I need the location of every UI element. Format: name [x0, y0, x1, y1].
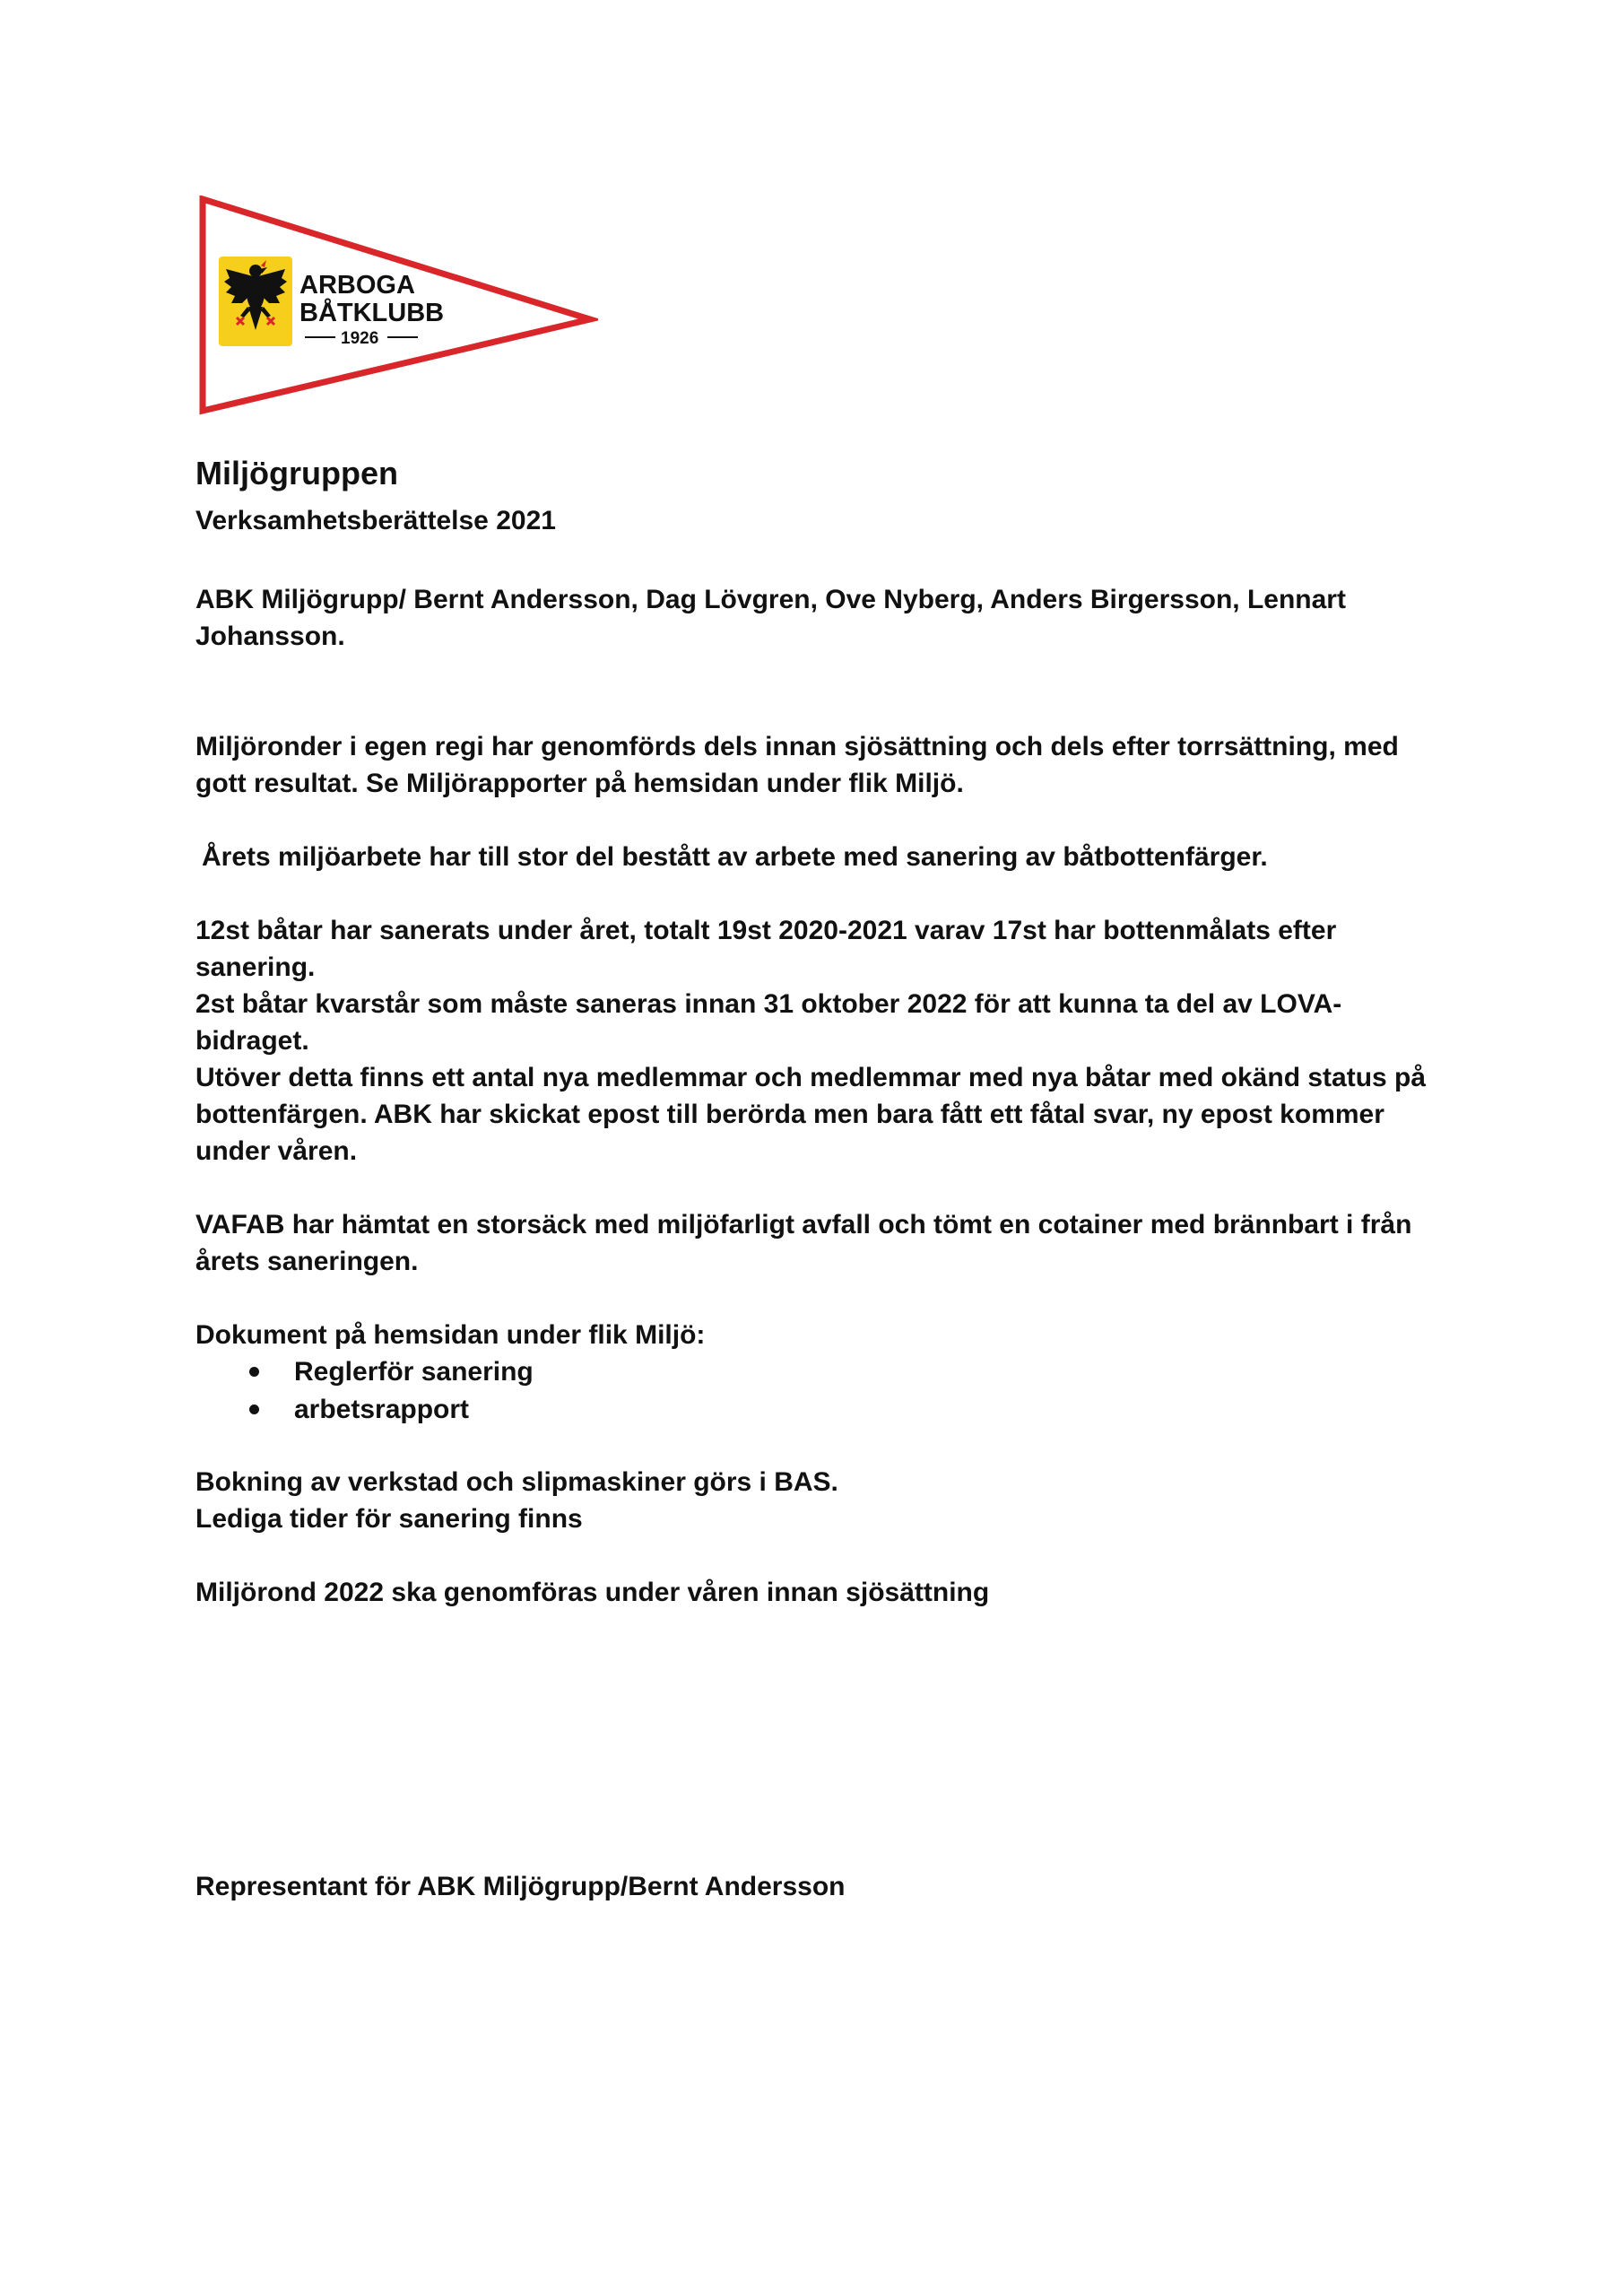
paragraph-bokning: Bokning av verkstad och slipmaskiner görs i BAS.	[195, 1467, 838, 1497]
paragraph-miljorond-2022: Miljörond 2022 ska genomföras under våren innan sjösättning	[195, 1578, 990, 1607]
eagle-shield-icon	[219, 257, 292, 346]
paragraph-miljoronder: Miljöronder i egen regi har genomförds dels innan sjösättning och dels efter torrsättning, med gott resultat. Se Miljörapporter på hemsidan under flik Miljö.	[195, 732, 1399, 798]
paragraph-vafab: VAFAB har hämtat en storsäck med miljöfarligt avfall och tömt en cotainer med brännbart i från årets saneringen.	[195, 1210, 1412, 1276]
list-item-label: arbetsrapport	[294, 1395, 470, 1424]
page-title: Miljögruppen	[195, 455, 398, 491]
paragraph-sanerade-batar: 12st båtar har sanerats under året, totalt 19st 2020-2021 varav 17st har bottenmålats efter sanering.	[195, 916, 1337, 982]
paragraph-dokument-intro: Dokument på hemsidan under flik Miljö:	[195, 1320, 706, 1350]
paragraph-kvarstaende-batar: 2st båtar kvarstår som måste saneras innan 31 oktober 2022 för att kunna ta del av LOVA-bidraget.	[195, 989, 1342, 1056]
logo-line2: BÅTKLUBB	[299, 299, 445, 327]
members-paragraph: ABK Miljögrupp/ Bernt Andersson, Dag Lövgren, Ove Nyberg, Anders Birgersson, Lennart Johansson.	[195, 585, 1346, 651]
list-item	[195, 1353, 534, 1391]
bullet-icon	[249, 1367, 259, 1377]
document-list	[195, 1353, 534, 1429]
arboga-batklubb-logo	[199, 196, 598, 415]
paragraph-lediga-tider: Lediga tider för sanering finns	[195, 1504, 583, 1534]
paragraph-nya-medlemmar: Utöver detta finns ett antal nya medlemmar och medlemmar med nya båtar med okänd status på bottenfärgen. ABK har skickat epost till berörda men bara fått ett fåtal svar, ny epost kommer under våren.	[195, 1063, 1427, 1166]
logo-year: 1926	[341, 329, 379, 348]
page-subtitle: Verksamhetsberättelse 2021	[195, 506, 556, 535]
list-item-label: Reglerför sanering	[294, 1357, 534, 1387]
logo-line1: ARBOGA	[299, 271, 415, 300]
signature: Representant för ABK Miljögrupp/Bernt Andersson	[195, 1872, 846, 1901]
bullet-icon	[249, 1405, 259, 1414]
list-item	[195, 1391, 534, 1429]
paragraph-arets-miljoarbete: Årets miljöarbete har till stor del bestått av arbete med sanering av båtbottenfärger.	[202, 842, 1268, 872]
